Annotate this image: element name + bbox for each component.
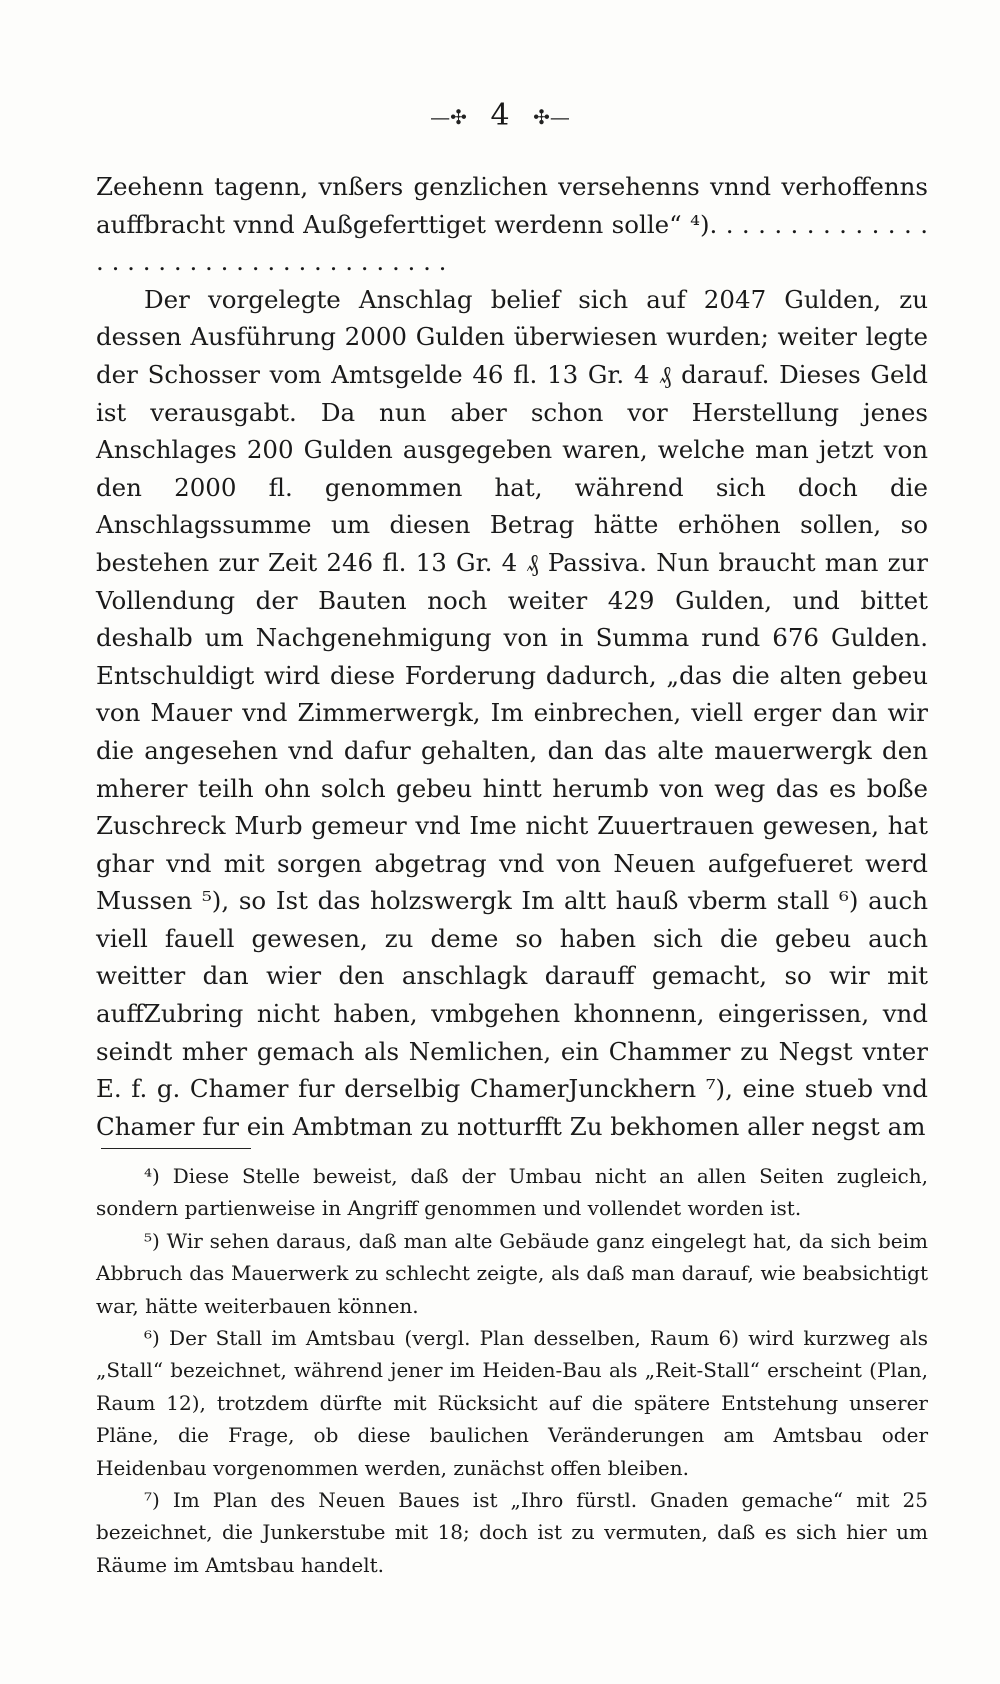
footnote-divider bbox=[101, 1148, 251, 1149]
footnote-6: ⁶) Der Stall im Amtsbau (vergl. Plan desselben, Raum 6) wird kurzweg als „Stall“ bezeichnet, während jener im Heiden-Bau als „Reit-Stall“ erscheint (Plan, Raum 12), trotzdem dürfte mit Rücksicht auf die spätere Entstehung unserer Pläne, die Frage, ob diese baulichen Veränderungen am Amtsbau oder Heidenbau vorgenommen werden, zunächst offen bleiben. bbox=[96, 1326, 928, 1480]
page-header bbox=[0, 98, 1000, 133]
right-ornament: ✣— bbox=[533, 105, 570, 129]
page-number: 4 bbox=[490, 98, 510, 133]
footnote-7: ⁷) Im Plan des Neuen Baues ist „Ihro fürstl. Gnaden gemache“ mit 25 bezeichnet, die Junkerstube mit 18; doch ist zu vermuten, daß es sich hier um Räume im Amtsbau handelt. bbox=[96, 1488, 928, 1577]
body-paragraph-1: Zeehenn tagenn, vnßers genzlichen versehenns vnnd verhoffenns auffbracht vnnd Außgeferttiget werdenn solle“ ⁴). . . . . . . . . . . . . . . . . . . . . . . . . . . . . . . . . . . . . bbox=[96, 172, 928, 277]
footnotes bbox=[96, 1160, 928, 1581]
body-text bbox=[96, 168, 928, 1145]
footnote-5: ⁵) Wir sehen daraus, daß man alte Gebäude ganz eingelegt hat, da sich beim Abbruch das Mauerwerk zu schlecht zeigte, als daß man darauf, wie beabsichtigt war, hätte weiterbauen können. bbox=[96, 1228, 928, 1318]
footnote-4: ⁴) Diese Stelle beweist, daß der Umbau nicht an allen Seiten zugleich, sondern partienweise in Angriff genommen und vollendet worden ist. bbox=[96, 1164, 928, 1221]
body-paragraph-2: Der vorgelegte Anschlag belief sich auf 2047 Gulden, zu dessen Ausführung 2000 Gulden überwiesen wurden; weiter legte der Schosser vom Amtsgelde 46 fl. 13 Gr. 4 ₰ darauf. Dieses Geld ist verausgabt. Da nun aber schon vor Herstellung jenes Anschlages 200 Gulden ausgegeben waren, welche man jetzt von den 2000 fl. genommen hat, während sich doch die Anschlagssumme um diesen Betrag hätte erhöhen sollen, so bestehen zur Zeit 246 fl. 13 Gr. 4 ₰ Passiva. Nun braucht man zur Vollendung der Bauten noch weiter 429 Gulden, und bittet deshalb um Nachgenehmigung von in Summa rund 676 Gulden. Entschuldigt wird diese Forderung dadurch, „das die alten gebeu von Mauer vnd Zimmerwergk, Im einbrechen, viell erger dan wir die angesehen vnd dafur gehalten, dan das alte mauerwergk den mherer teilh ohn solch gebeu hintt herumb von weg das es boße Zuschreck Murb gemeur vnd Ime nicht Zuuertrauen gewesen, hat ghar vnd mit sorgen abgetrag vnd von Neuen aufgefueret werd Mussen ⁵), so Ist das holzswergk Im altt hauß vberm stall ⁶) auch viell fauell gewesen, zu deme so haben sich die gebeu auch weitter dan wier den anschlagk darauff gemacht, so wir mit auffZubring nicht haben, vmbgehen khonnenn, eingerissen, vnd seindt mher gemach als Nemlichen, ein Chammer zu Negst vnter E. f. g. Chamer fur derselbig ChamerJunckhern ⁷), eine stueb vnd Chamer fur ein Ambtman zu notturfft Zu bekhomen aller negst am bbox=[96, 284, 928, 1141]
left-ornament: —✣ bbox=[430, 105, 467, 129]
